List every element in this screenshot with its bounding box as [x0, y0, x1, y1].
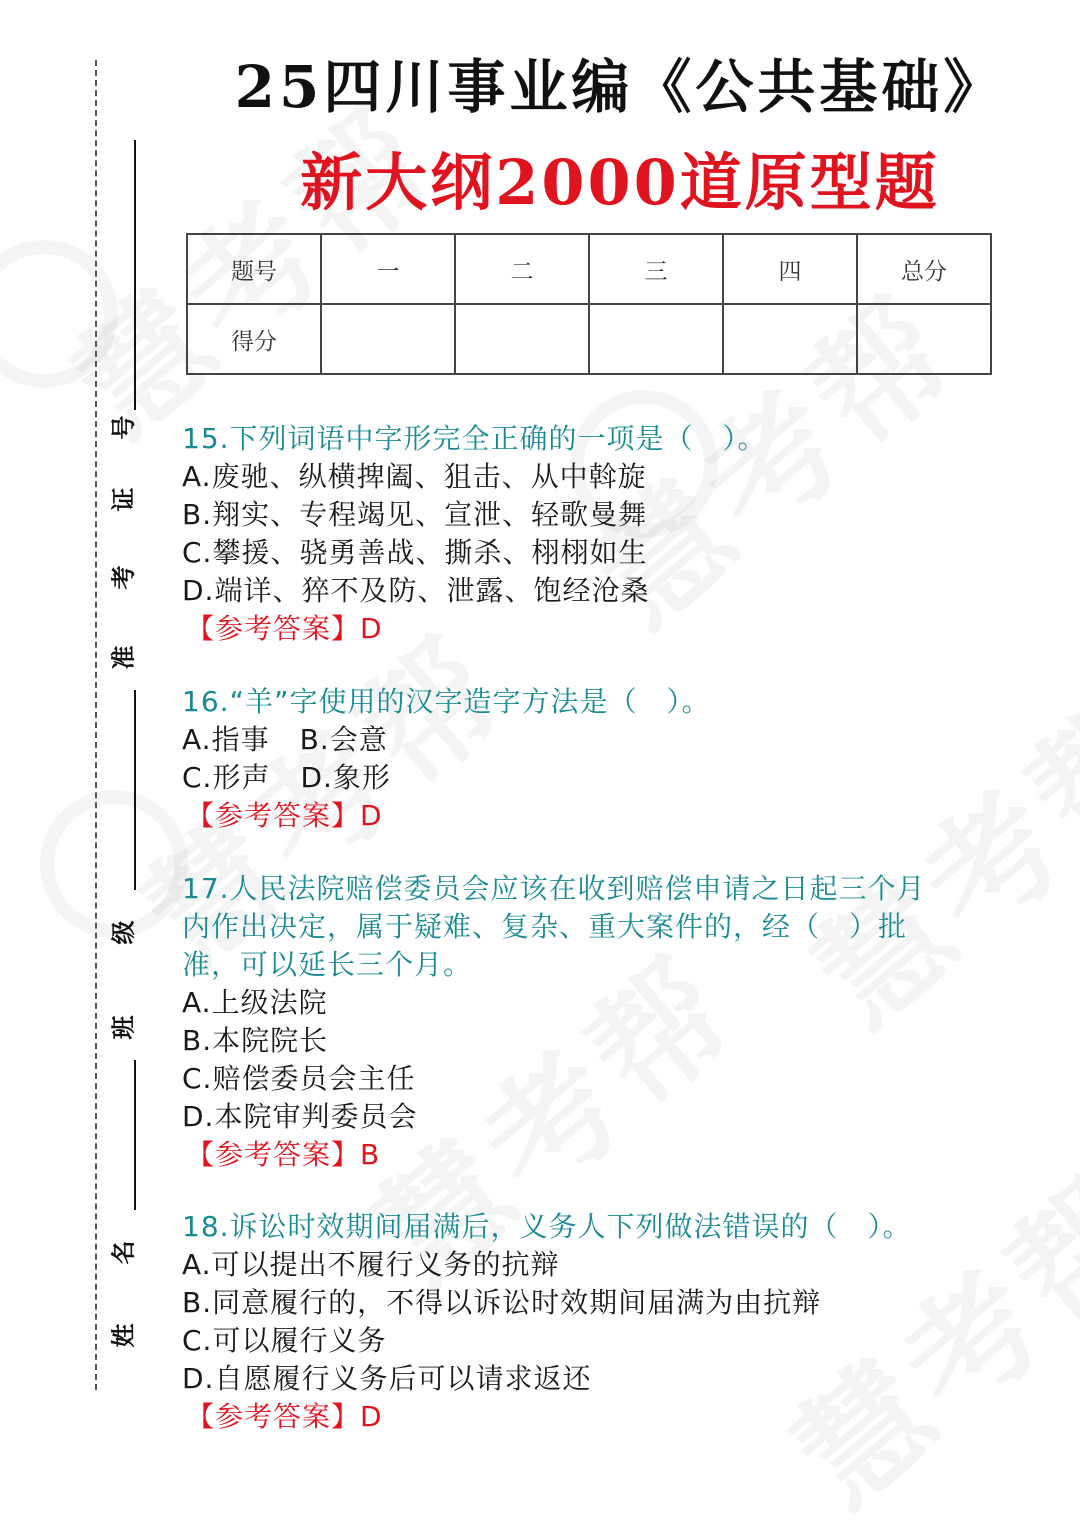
- score-table-score-row: [187, 304, 991, 374]
- question-stem-line: 准，可以延长三个月。: [182, 948, 473, 981]
- margin-label-zhun: 准: [108, 645, 138, 670]
- option-d: D.本院审判委员会: [182, 1100, 418, 1133]
- page-subtitle: 新大纲2000道原型题: [300, 146, 940, 219]
- table-cell: [455, 304, 589, 374]
- option-d: D.象形: [300, 761, 391, 794]
- binding-line: [134, 690, 136, 890]
- binding-line: [134, 1060, 136, 1210]
- option-c: C.可以履行义务: [182, 1324, 387, 1357]
- option-c: C.形声: [182, 761, 271, 794]
- answer: 【参考答案】B: [186, 1138, 381, 1171]
- option-c: C.赔偿委员会主任: [182, 1062, 416, 1095]
- table-cell: 三: [589, 234, 723, 304]
- table-cell: [589, 304, 723, 374]
- option-d: D.自愿履行义务后可以请求返还: [182, 1362, 592, 1395]
- score-table-header-row: [187, 234, 991, 304]
- option-row: [182, 721, 1032, 759]
- option-d: D.端详、猝不及防、泄露、饱经沧桑: [182, 574, 650, 607]
- option-c: C.攀援、骁勇善战、撕杀、栩栩如生: [182, 536, 648, 569]
- table-cell: 二: [455, 234, 589, 304]
- watermark-logo: [0, 240, 118, 388]
- table-cell: 得分: [187, 304, 321, 374]
- option-row: [182, 759, 1032, 797]
- question-stem-line: 17.人民法院赔偿委员会应该在收到赔偿申请之日起三个月: [182, 872, 926, 905]
- table-cell: 总分: [857, 234, 991, 304]
- question-18: [182, 1208, 1032, 1436]
- table-cell: 四: [723, 234, 857, 304]
- answer: 【参考答案】D: [186, 612, 383, 645]
- question-stem: 18.诉讼时效期间届满后，义务人下列做法错误的（ ）。: [182, 1210, 912, 1243]
- option-b: B.本院院长: [182, 1024, 329, 1057]
- option-b: B.会意: [299, 723, 388, 756]
- margin-label-zheng: 证: [108, 487, 138, 512]
- margin-label-kao: 考: [108, 565, 138, 590]
- table-cell: [723, 304, 857, 374]
- margin-label-hao: 号: [108, 415, 138, 440]
- page-title: 25四川事业编《公共基础》: [234, 53, 1006, 121]
- margin-label-ban: 班: [108, 1015, 138, 1040]
- margin-label-xing: 姓: [108, 1323, 138, 1348]
- option-b: B.同意履行的，不得以诉讼时效期间届满为由抗辩: [182, 1286, 822, 1319]
- question-stem: 16.“羊”字使用的汉字造字方法是（ ）。: [182, 685, 711, 718]
- table-cell: [857, 304, 991, 374]
- table-cell: 一: [321, 234, 455, 304]
- question-16: [182, 683, 1032, 835]
- option-a: A.指事: [182, 723, 270, 756]
- question-15: [182, 420, 1032, 648]
- table-cell: [321, 304, 455, 374]
- option-a: A.废驰、纵横捭阖、狙击、从中斡旋: [182, 460, 647, 493]
- margin-label-ji: 级: [108, 920, 138, 945]
- option-a: A.可以提出不履行义务的抗辩: [182, 1248, 560, 1281]
- margin-label-ming: 名: [108, 1240, 138, 1265]
- question-stem: 15.下列词语中字形完全正确的一项是（ ）。: [182, 422, 767, 455]
- answer: 【参考答案】D: [186, 1400, 383, 1433]
- option-a: A.上级法院: [182, 986, 328, 1019]
- question-17: [182, 870, 1032, 1174]
- binding-line: [134, 140, 136, 410]
- binding-dashed-line: [95, 60, 97, 1390]
- option-b: B.翔实、专程竭见、宣泄、轻歌曼舞: [182, 498, 648, 531]
- answer: 【参考答案】D: [186, 799, 383, 832]
- table-cell: 题号: [187, 234, 321, 304]
- score-table: [186, 233, 992, 375]
- question-stem-line: 内作出决定，属于疑难、复杂、重大案件的，经（ ）批: [182, 910, 908, 943]
